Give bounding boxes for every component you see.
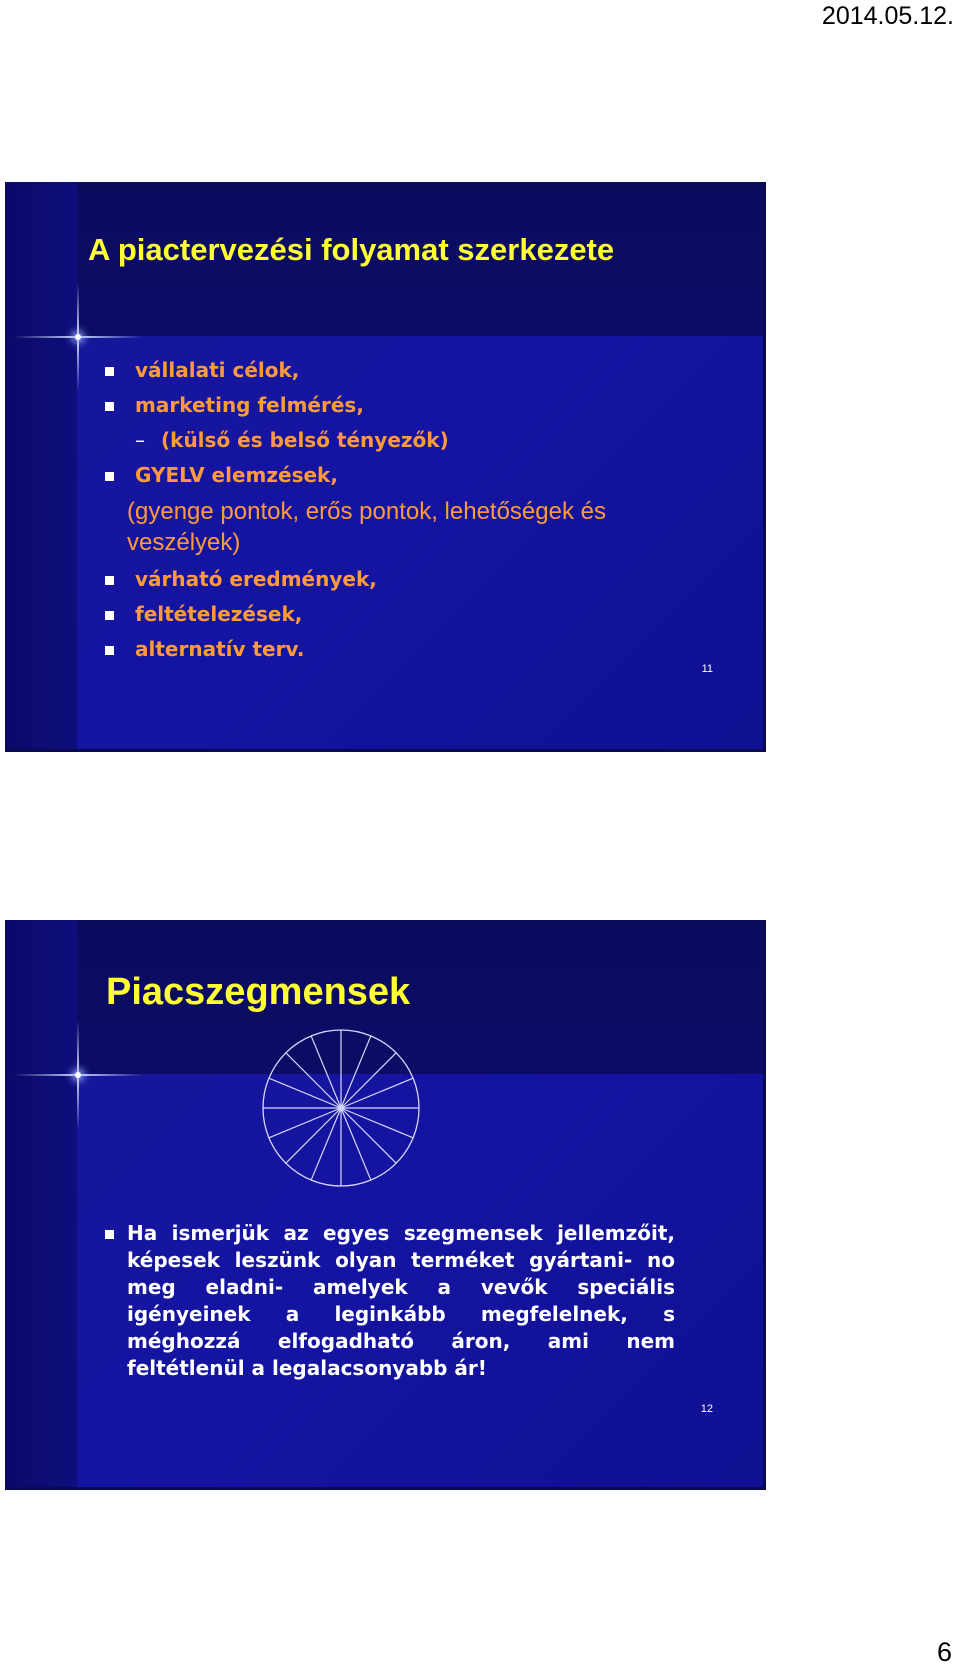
slide-title: Piacszegmensek bbox=[106, 971, 411, 1013]
slide-number: 12 bbox=[700, 1403, 713, 1415]
bullet-square-icon bbox=[105, 367, 114, 376]
slide-title: A piactervezési folyamat szerkezete bbox=[88, 232, 615, 267]
wheel-spoke bbox=[286, 1053, 341, 1108]
wheel-spokes bbox=[263, 1030, 419, 1186]
paragraph-text: Ha ismerjük az egyes szegmensek jellemzőit, képesek leszünk olyan terméket gyártani- no meg eladni- amelyek a vevők speciális igényeinek a leginkább megfelelnek, s méghozzá elfogadható áron, ami nem feltétlenül a legalacsonyabb ár! bbox=[127, 1221, 675, 1380]
bullet-item bbox=[105, 600, 725, 628]
slide-12 bbox=[5, 920, 766, 1490]
wheel-spoke bbox=[286, 1108, 341, 1163]
bullet-item bbox=[105, 635, 725, 663]
bullet-square-icon bbox=[105, 1230, 114, 1239]
bullet-text: vállalati célok, bbox=[135, 358, 300, 382]
bullet-item bbox=[105, 391, 725, 419]
bullet-item bbox=[105, 461, 725, 489]
page-number: 6 bbox=[936, 1637, 952, 1667]
sparkle-star-icon bbox=[75, 1072, 81, 1078]
slide-11 bbox=[5, 182, 766, 752]
plain-text: (gyenge pontok, erős pontok, lehetőségek és veszélyek) bbox=[127, 498, 606, 556]
slide-number: 11 bbox=[701, 663, 713, 675]
wheel-spoke bbox=[341, 1108, 396, 1163]
bullet-list bbox=[105, 356, 725, 670]
page-header-date: 2014.05.12. bbox=[821, 2, 954, 30]
wheel-spoke bbox=[341, 1053, 396, 1108]
bullet-item bbox=[105, 356, 725, 384]
bullet-text: marketing felmérés, bbox=[135, 393, 364, 417]
dash-marker-icon: – bbox=[135, 428, 145, 452]
bullet-item bbox=[105, 565, 725, 593]
slide-left-band bbox=[5, 920, 77, 1487]
plain-text-item bbox=[105, 496, 725, 558]
bullet-square-icon bbox=[105, 576, 114, 585]
bullet-text: várható eredmények, bbox=[135, 567, 377, 591]
sub-bullet-text: (külső és belső tényezők) bbox=[161, 428, 449, 452]
slide-left-band bbox=[5, 182, 77, 749]
bullet-square-icon bbox=[105, 646, 114, 655]
sparkle-star-icon bbox=[75, 334, 81, 340]
bullet-text: GYELV elemzések, bbox=[135, 463, 338, 487]
slide-paragraph bbox=[105, 1220, 675, 1382]
bullet-square-icon bbox=[105, 611, 114, 620]
bullet-text: feltételezések, bbox=[135, 602, 303, 626]
bullet-square-icon bbox=[105, 402, 114, 411]
bullet-text: alternatív terv. bbox=[135, 637, 305, 661]
sub-bullet-item bbox=[105, 426, 725, 454]
bullet-square-icon bbox=[105, 472, 114, 481]
segment-wheel-diagram bbox=[260, 1027, 422, 1189]
